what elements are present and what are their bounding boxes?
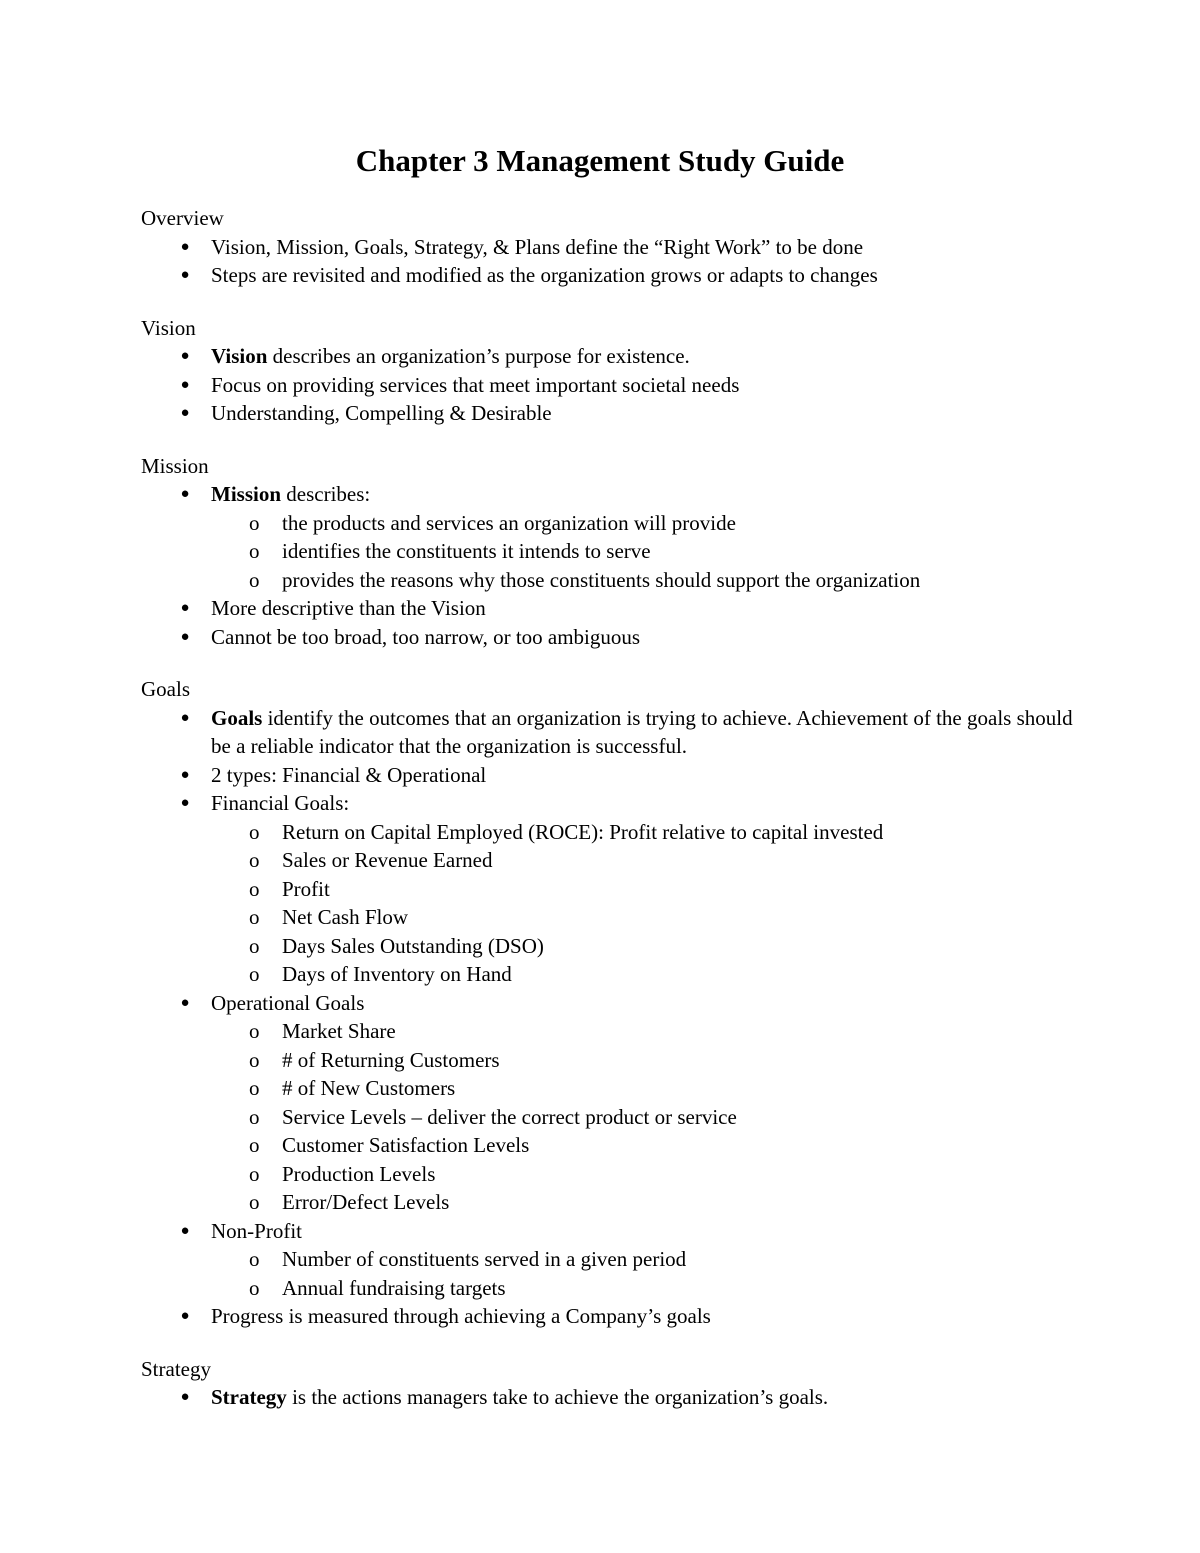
section-strategy bbox=[141, 1355, 1081, 1412]
list-item bbox=[141, 1383, 1081, 1412]
list-item bbox=[141, 1217, 1081, 1303]
section-goals bbox=[141, 675, 1081, 1331]
sub-list-item bbox=[141, 960, 1081, 989]
sub-list-item-text: # of Returning Customers bbox=[282, 1047, 500, 1072]
bold-term: Strategy bbox=[211, 1385, 287, 1409]
list-item bbox=[141, 594, 1081, 623]
hollow-o-bullet-icon: o bbox=[249, 510, 260, 535]
section-mission bbox=[141, 452, 1081, 652]
list-item bbox=[141, 261, 1081, 290]
hollow-o-bullet-icon: o bbox=[249, 1161, 260, 1186]
hollow-o-bullet-icon: o bbox=[249, 1076, 260, 1100]
list-item bbox=[141, 789, 1081, 989]
sub-list-item-text: Net Cash Flow bbox=[282, 905, 408, 929]
sub-list-item bbox=[141, 846, 1081, 875]
sub-list-item-text: Market Share bbox=[282, 1019, 396, 1043]
sub-list-item bbox=[141, 566, 1081, 595]
sub-list-item bbox=[141, 1160, 1081, 1189]
list-item bbox=[141, 233, 1081, 262]
hollow-o-bullet-icon: o bbox=[249, 933, 260, 958]
filled-circle-bullet-icon: ● bbox=[180, 1308, 190, 1324]
sub-list-item-text: Error/Defect Levels bbox=[282, 1190, 450, 1214]
filled-circle-bullet-icon: ● bbox=[180, 994, 190, 1011]
filled-circle-bullet-icon: ● bbox=[180, 267, 190, 283]
sub-list-item bbox=[141, 875, 1081, 904]
list-item-text: 2 types: Financial & Operational bbox=[211, 762, 487, 787]
list-item-text: Financial Goals: bbox=[211, 791, 350, 815]
hollow-o-bullet-icon: o bbox=[249, 567, 260, 592]
section-heading: Strategy bbox=[141, 1356, 211, 1381]
sub-bullet-list bbox=[211, 1017, 1081, 1217]
bullet-list bbox=[141, 233, 1081, 290]
list-item bbox=[141, 704, 1081, 761]
filled-circle-bullet-icon: ● bbox=[180, 405, 190, 421]
sub-list-item bbox=[141, 1046, 1081, 1075]
sub-list-item-text: Annual fundraising targets bbox=[282, 1275, 506, 1300]
filled-circle-bullet-icon: ● bbox=[180, 238, 190, 255]
filled-circle-bullet-icon: ● bbox=[180, 376, 190, 393]
hollow-o-bullet-icon: o bbox=[249, 905, 260, 929]
bold-term: Mission bbox=[211, 482, 282, 506]
list-item bbox=[141, 761, 1081, 790]
list-item-text: Non-Profit bbox=[211, 1218, 302, 1243]
filled-circle-bullet-icon: ● bbox=[180, 600, 190, 616]
list-item-text: identify the outcomes that an organization is trying to achieve. Achievement of the goals should be a reliable indicator that the organization is successful. bbox=[211, 705, 1073, 758]
bullet-list bbox=[141, 342, 1081, 428]
bullet-list bbox=[141, 1383, 1081, 1412]
sub-list-item-text: Number of constituents served in a given period bbox=[282, 1247, 687, 1271]
page-title: Chapter 3 Management Study Guide bbox=[355, 143, 845, 178]
sub-list-item-text: Service Levels – deliver the correct product or service bbox=[282, 1104, 737, 1129]
hollow-o-bullet-icon: o bbox=[249, 876, 260, 901]
hollow-o-bullet-icon: o bbox=[249, 1190, 260, 1214]
sub-list-item-text: Customer Satisfaction Levels bbox=[282, 1133, 530, 1157]
filled-circle-bullet-icon: ● bbox=[180, 1222, 190, 1239]
section-heading: Goals bbox=[141, 677, 190, 701]
list-item bbox=[141, 399, 1081, 428]
hollow-o-bullet-icon: o bbox=[249, 1019, 260, 1043]
filled-circle-bullet-icon: ● bbox=[180, 766, 190, 783]
hollow-o-bullet-icon: o bbox=[249, 1247, 260, 1271]
sub-list-item-text: Days of Inventory on Hand bbox=[282, 962, 512, 986]
hollow-o-bullet-icon: o bbox=[249, 962, 260, 986]
list-item-text: is the actions managers take to achieve the organization’s goals. bbox=[286, 1385, 829, 1409]
list-item-text: Focus on providing services that meet important societal needs bbox=[211, 372, 740, 397]
hollow-o-bullet-icon: o bbox=[249, 1275, 260, 1300]
sub-list-item-text: identifies the constituents it intends to serve bbox=[282, 539, 651, 563]
hollow-o-bullet-icon: o bbox=[249, 1104, 260, 1129]
sub-list-item bbox=[141, 1103, 1081, 1132]
filled-circle-bullet-icon: ● bbox=[180, 628, 190, 645]
sub-list-item bbox=[141, 1074, 1081, 1103]
filled-circle-bullet-icon: ● bbox=[180, 709, 190, 726]
hollow-o-bullet-icon: o bbox=[249, 1133, 260, 1157]
sub-list-item bbox=[141, 1245, 1081, 1274]
list-item-text: More descriptive than the Vision bbox=[211, 596, 486, 620]
list-item-text: Understanding, Compelling & Desirable bbox=[211, 401, 552, 425]
bold-term: Goals bbox=[211, 705, 263, 730]
sub-list-item-text: Days Sales Outstanding (DSO) bbox=[282, 933, 544, 958]
list-item bbox=[141, 342, 1081, 371]
list-item bbox=[141, 623, 1081, 652]
section-heading: Overview bbox=[141, 206, 224, 230]
section-vision bbox=[141, 314, 1081, 428]
filled-circle-bullet-icon: ● bbox=[180, 348, 190, 364]
hollow-o-bullet-icon: o bbox=[249, 539, 260, 563]
sub-list-item bbox=[141, 818, 1081, 847]
hollow-o-bullet-icon: o bbox=[249, 848, 260, 872]
hollow-o-bullet-icon: o bbox=[249, 819, 260, 844]
bullet-list bbox=[141, 704, 1081, 1331]
filled-circle-bullet-icon: ● bbox=[180, 795, 190, 811]
document-body bbox=[141, 204, 1081, 1436]
sub-list-item-text: Production Levels bbox=[282, 1161, 436, 1186]
list-item bbox=[141, 1302, 1081, 1331]
list-item bbox=[141, 371, 1081, 400]
sub-bullet-list bbox=[211, 509, 1081, 595]
list-item-text: Progress is measured through achieving a Company’s goals bbox=[211, 1304, 711, 1328]
sub-list-item bbox=[141, 509, 1081, 538]
sub-list-item-text: Return on Capital Employed (ROCE): Profit relative to capital invested bbox=[282, 819, 884, 844]
section-heading: Vision bbox=[141, 315, 196, 340]
sub-list-item bbox=[141, 1131, 1081, 1160]
section-heading: Mission bbox=[141, 453, 209, 478]
sub-list-item-text: Profit bbox=[282, 876, 330, 901]
filled-circle-bullet-icon: ● bbox=[180, 486, 190, 502]
sub-list-item-text: Sales or Revenue Earned bbox=[282, 848, 493, 872]
list-item-text: Vision, Mission, Goals, Strategy, & Plans define the “Right Work” to be done bbox=[211, 234, 864, 259]
list-item-text: describes: bbox=[281, 482, 371, 506]
sub-list-item-text: the products and services an organization will provide bbox=[282, 510, 736, 535]
sub-bullet-list bbox=[211, 1245, 1081, 1302]
sub-list-item-text: # of New Customers bbox=[282, 1076, 456, 1100]
sub-list-item-text: provides the reasons why those constituents should support the organization bbox=[282, 567, 921, 592]
bullet-list bbox=[141, 480, 1081, 651]
list-item bbox=[141, 480, 1081, 594]
section-overview bbox=[141, 204, 1081, 290]
sub-list-item bbox=[141, 903, 1081, 932]
sub-bullet-list bbox=[211, 818, 1081, 989]
hollow-o-bullet-icon: o bbox=[249, 1047, 260, 1072]
sub-list-item bbox=[141, 537, 1081, 566]
list-item-text: Operational Goals bbox=[211, 990, 365, 1015]
sub-list-item bbox=[141, 1188, 1081, 1217]
list-item bbox=[141, 989, 1081, 1217]
filled-circle-bullet-icon: ● bbox=[180, 1389, 190, 1405]
sub-list-item bbox=[141, 1274, 1081, 1303]
bold-term: Vision bbox=[211, 344, 268, 368]
sub-list-item bbox=[141, 932, 1081, 961]
list-item-text: describes an organization’s purpose for existence. bbox=[267, 344, 690, 368]
list-item-text: Cannot be too broad, too narrow, or too ambiguous bbox=[211, 624, 641, 649]
sub-list-item bbox=[141, 1017, 1081, 1046]
list-item-text: Steps are revisited and modified as the organization grows or adapts to changes bbox=[211, 263, 878, 287]
